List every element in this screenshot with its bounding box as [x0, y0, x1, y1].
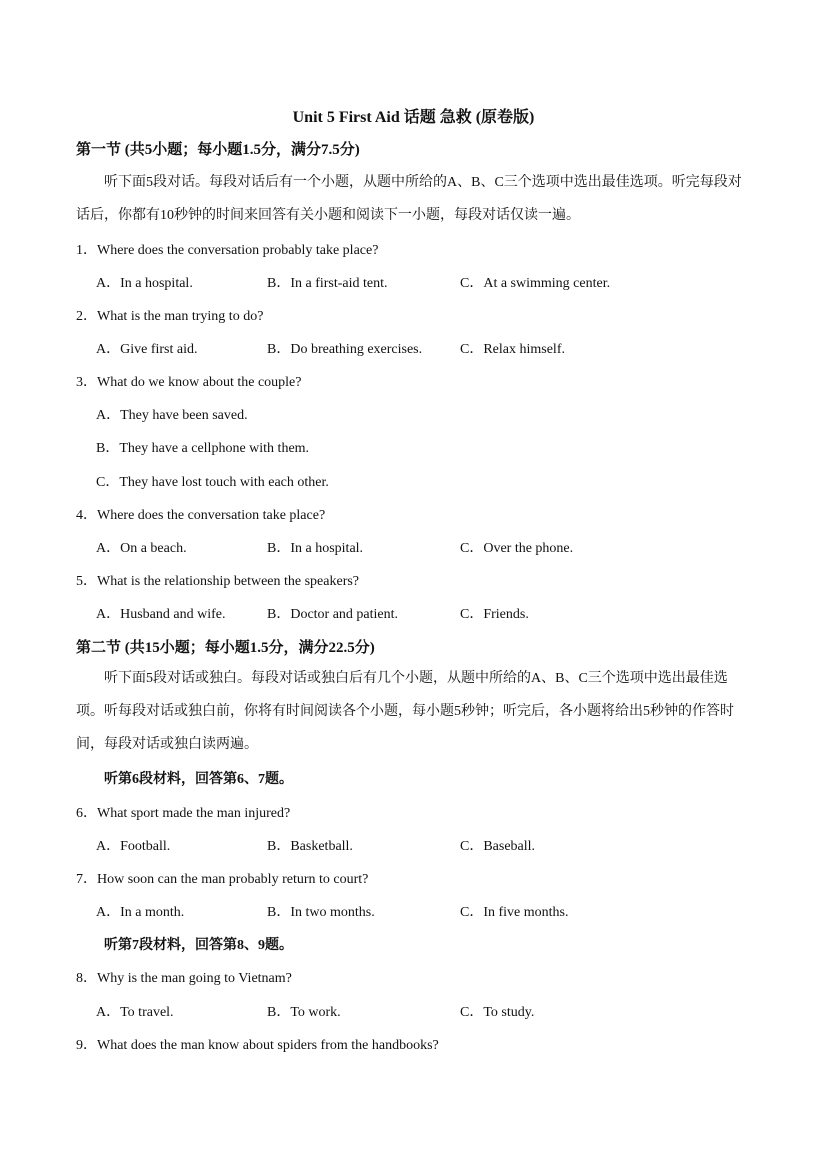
- q1-option-a: A．In a hospital.: [96, 276, 193, 291]
- question-8: 8．Why is the man going to Vietnam?: [76, 971, 292, 986]
- q1-option-c: C．At a swimming center.: [460, 276, 611, 291]
- question-6: 6．What sport made the man injured?: [76, 806, 291, 821]
- q6-option-a: A．Football.: [96, 839, 171, 854]
- question-9: 9．What does the man know about spiders from the handbooks?: [76, 1038, 439, 1053]
- section2-instructions: [76, 662, 752, 761]
- q4-option-b: B．In a hospital.: [267, 541, 364, 556]
- q5-option-c: C．Friends.: [460, 607, 529, 622]
- question-7: 7．How soon can the man probably return to court?: [76, 872, 369, 887]
- q2-option-a: A．Give first aid.: [96, 342, 198, 357]
- q4-option-c: C．Over the phone.: [460, 541, 574, 556]
- document-title: Unit 5 First Aid 话题 急救 (原卷版): [292, 109, 535, 126]
- question-5: 5．What is the relationship between the speakers?: [76, 574, 360, 589]
- q5-option-b: B．Doctor and patient.: [267, 607, 399, 622]
- q3-option-a: A．They have been saved.: [96, 408, 248, 423]
- q2-option-b: B．Do breathing exercises.: [267, 342, 423, 357]
- q3-option-c: C．They have lost touch with each other.: [96, 475, 329, 490]
- q7-option-b: B．In two months.: [267, 905, 375, 920]
- q2-option-c: C．Relax himself.: [460, 342, 565, 357]
- question-4: 4．Where does the conversation take place?: [76, 508, 326, 523]
- section2-instructions-text: 听下面5段对话或独白。每段对话或独白后有几个小题，从题中所给的A、B、C三个选项中选出最佳选项。听每段对话或独白前，你将有时间阅读各个小题，每小题5秒钟；听完后，各小题将给出5秒钟的作答时间，每段对话或独白读两遍。: [76, 671, 734, 752]
- material-7-hint: 听第7段材料，回答第8、9题。: [104, 938, 293, 953]
- q7-option-a: A．In a month.: [96, 905, 185, 920]
- question-3: 3．What do we know about the couple?: [76, 375, 302, 390]
- question-2: 2．What is the man trying to do?: [76, 309, 264, 324]
- q6-option-c: C．Baseball.: [460, 839, 536, 854]
- material-6-hint: 听第6段材料，回答第6、7题。: [104, 772, 293, 787]
- q8-option-b: B．To work.: [267, 1005, 341, 1020]
- q4-option-a: A．On a beach.: [96, 541, 187, 556]
- q8-option-c: C．To study.: [460, 1005, 535, 1020]
- section1-instructions: [76, 166, 752, 232]
- q6-option-b: B．Basketball.: [267, 839, 353, 854]
- q7-option-c: C．In five months.: [460, 905, 569, 920]
- section1-heading: 第一节 (共5小题；每小题1.5分，满分7.5分): [76, 142, 360, 158]
- q8-option-a: A．To travel.: [96, 1005, 174, 1020]
- q3-option-b: B．They have a cellphone with them.: [96, 441, 310, 456]
- q5-option-a: A．Husband and wife.: [96, 607, 226, 622]
- section1-instructions-text: 听下面5段对话。每段对话后有一个小题，从题中所给的A、B、C三个选项中选出最佳选项。听完每段对话后，你都有10秒钟的时间来回答有关小题和阅读下一小题，每段对话仅读一遍。: [76, 175, 742, 223]
- question-1: 1．Where does the conversation probably take place?: [76, 243, 379, 258]
- section2-heading: 第二节 (共15小题；每小题1.5分，满分22.5分): [76, 640, 375, 656]
- q1-option-b: B．In a first-aid tent.: [267, 276, 388, 291]
